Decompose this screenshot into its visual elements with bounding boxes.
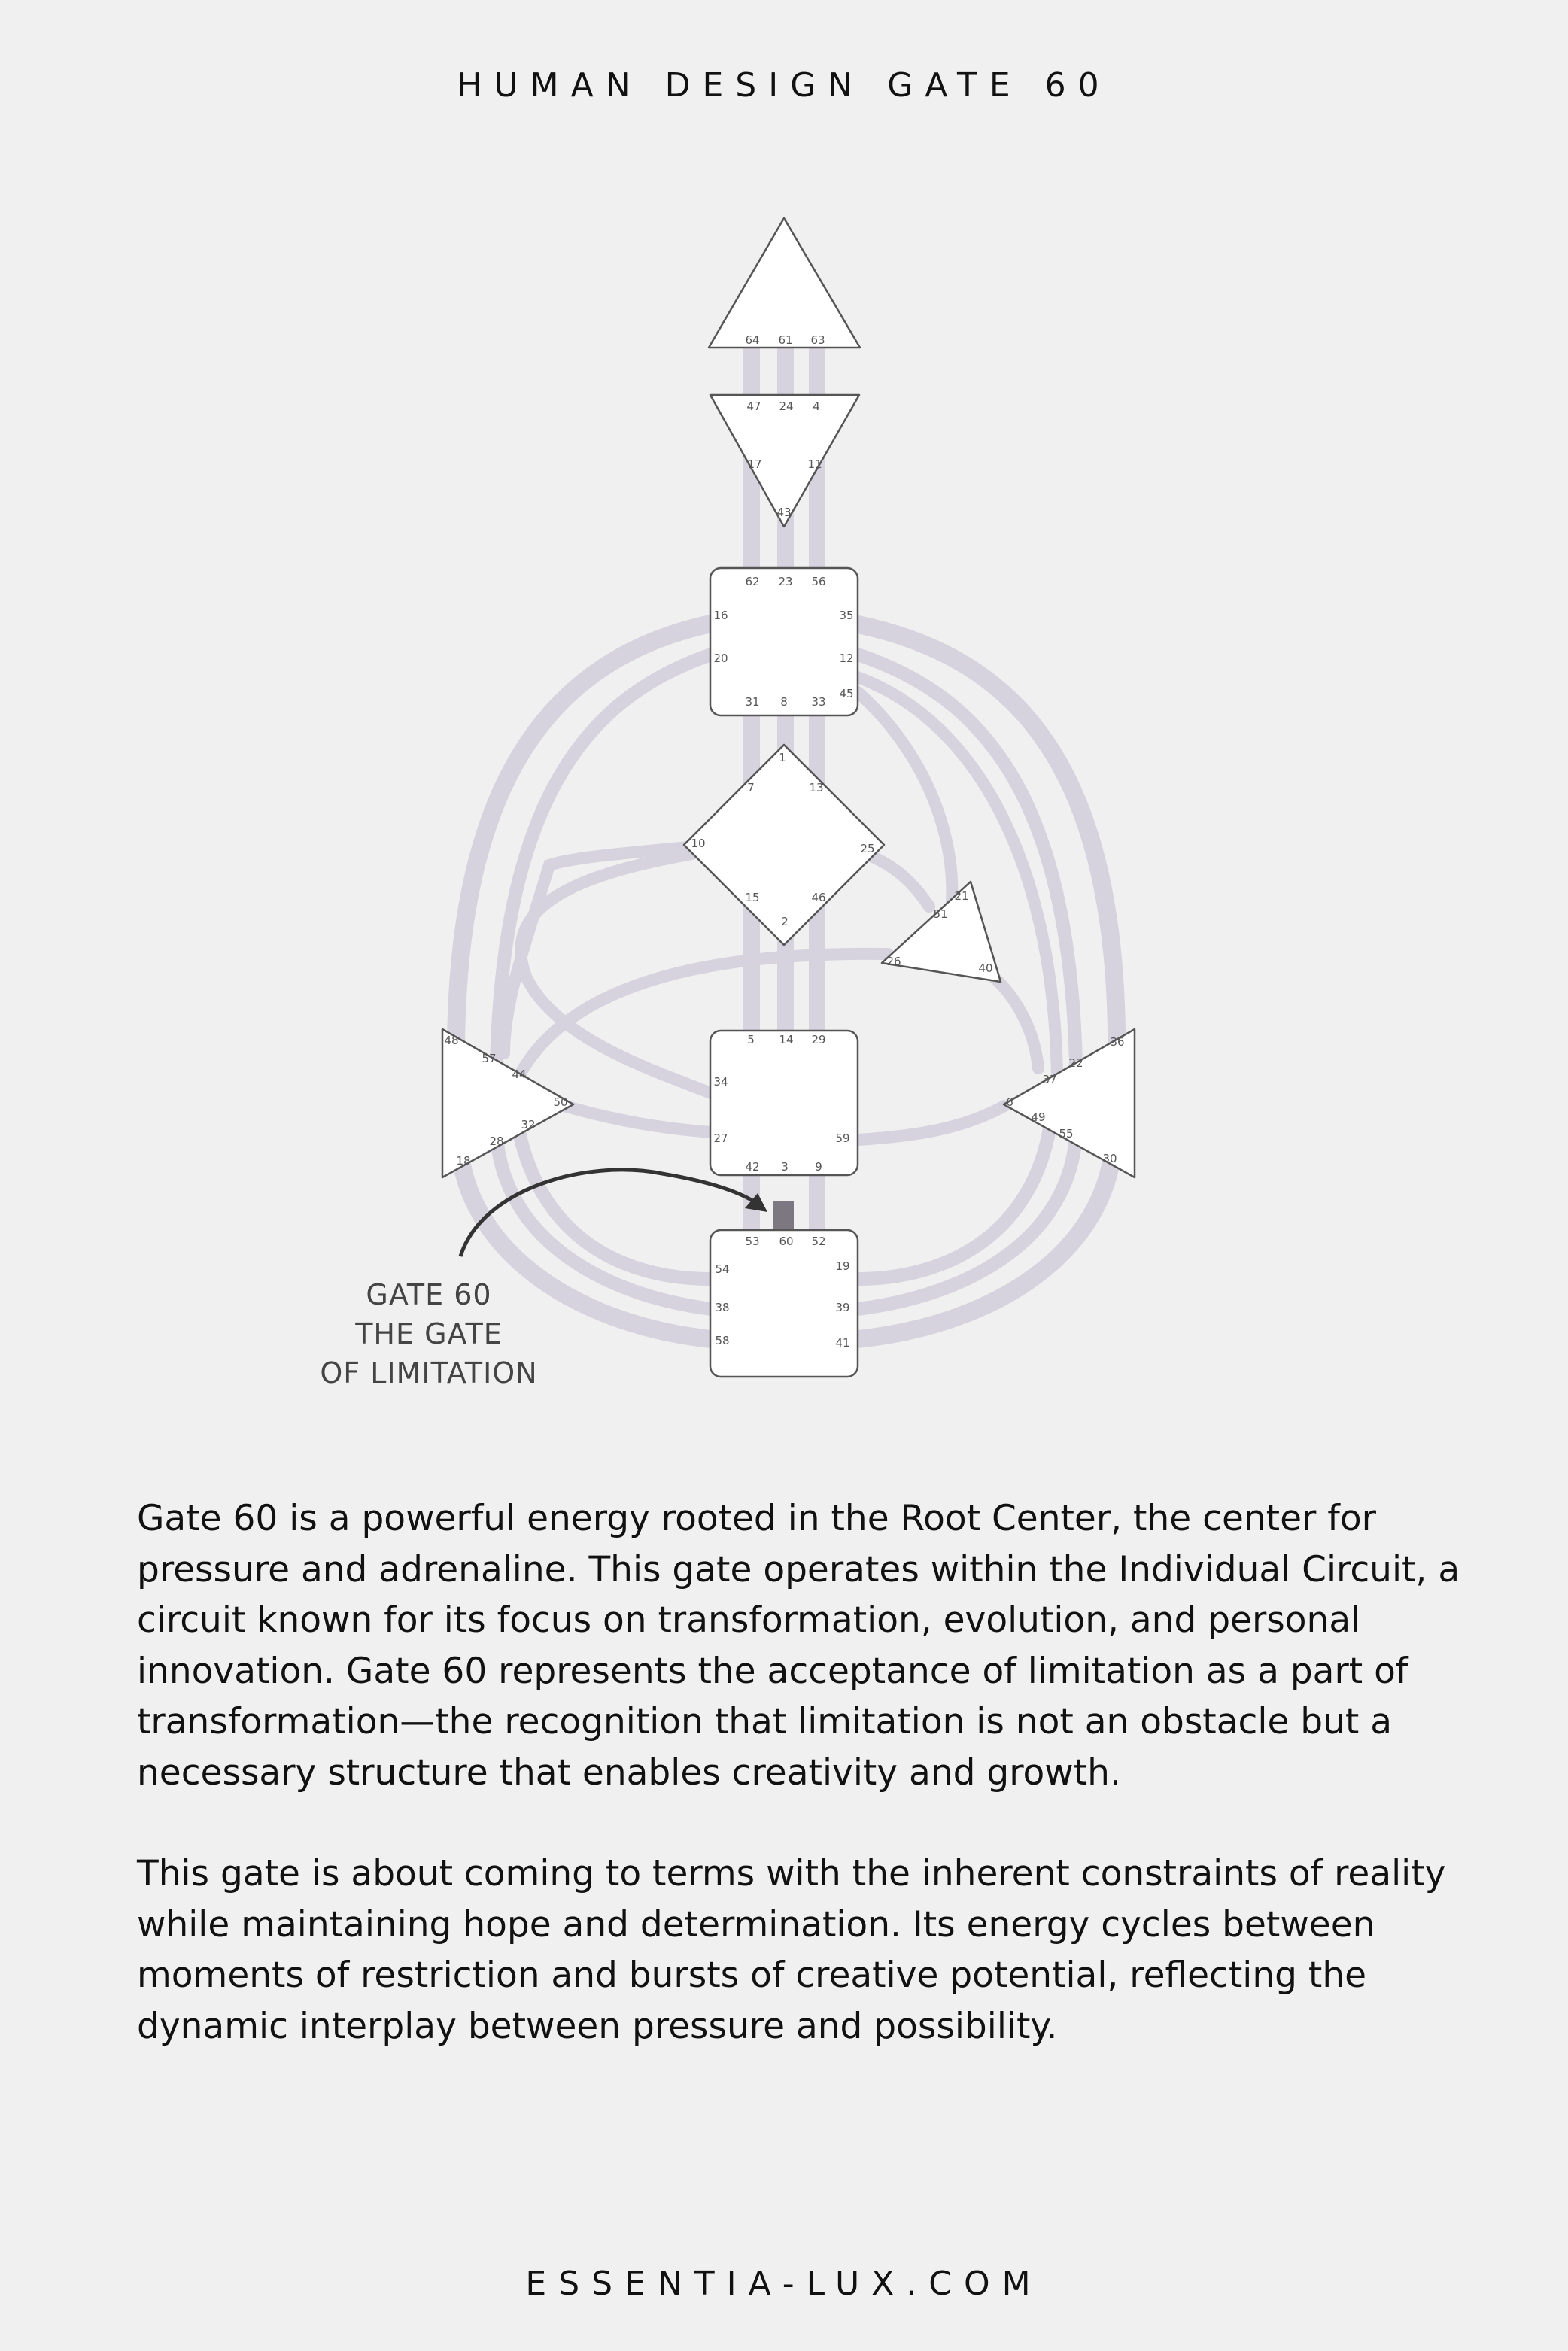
gate-number-62: 62 [745,575,760,588]
gate-number-29: 29 [811,1033,826,1046]
gate-number-47: 47 [746,399,761,413]
gate-number-60: 60 [779,1235,794,1248]
gate-number-23: 23 [778,575,793,588]
gate-number-16: 16 [713,609,728,622]
description [137,1493,1491,2102]
gate-number-46: 46 [811,891,826,904]
gate-number-36: 36 [1110,1035,1125,1049]
gate-number-14: 14 [779,1033,794,1046]
gate-number-26: 26 [886,955,901,968]
callout-line3: OF LIMITATION [320,1356,538,1390]
gate-number-8: 8 [780,695,788,709]
gate-number-28: 28 [489,1134,504,1148]
gate-number-11: 11 [807,457,822,471]
callout-line2: THE GATE [355,1317,503,1350]
gate-number-56: 56 [811,575,826,588]
gate-number-1: 1 [779,751,786,764]
gate-number-15: 15 [745,891,760,904]
gate-number-24: 24 [779,399,794,413]
gate-number-51: 51 [933,907,948,921]
gate-number-48: 48 [444,1034,459,1047]
gate-number-63: 63 [810,333,825,347]
gate-number-40: 40 [978,961,993,975]
gate-number-7: 7 [747,781,755,794]
throat-center [710,568,858,715]
gate-number-42: 42 [745,1160,760,1174]
gate-number-39: 39 [835,1301,850,1314]
gate-number-33: 33 [811,695,826,709]
gate-number-10: 10 [691,837,706,850]
channel-40-37 [986,970,1038,1068]
gate-number-53: 53 [745,1235,760,1248]
gate-number-35: 35 [839,609,854,622]
gate-number-58: 58 [715,1334,730,1347]
gate-callout-label [301,1275,557,1393]
gate-number-45: 45 [839,687,854,700]
gate-number-57: 57 [482,1052,497,1065]
gate-number-38: 38 [715,1301,730,1314]
gate-number-6: 6 [1006,1095,1013,1109]
gate-number-20: 20 [713,652,728,665]
gate-number-13: 13 [809,781,824,794]
gate-number-4: 4 [813,399,820,413]
channel-spleen-root-inner [519,1132,711,1279]
page-title: HUMAN DESIGN GATE 60 [457,66,1111,105]
gate-number-5: 5 [747,1033,755,1046]
gate-number-41: 41 [835,1336,850,1350]
channel-sp-root-inner [858,1128,1050,1279]
gate-number-3: 3 [781,1160,789,1174]
footer-site[interactable]: ESSENTIA-LUX.COM [525,2264,1043,2303]
channel-50-27 [564,1106,711,1132]
gate-number-61: 61 [778,333,793,347]
gate-number-30: 30 [1102,1152,1117,1165]
gate-number-25: 25 [860,842,875,855]
gate-number-18: 18 [456,1154,471,1168]
gate-number-37: 37 [1042,1073,1057,1086]
gate-number-17: 17 [747,457,762,471]
gate-number-44: 44 [512,1068,527,1081]
gate-number-9: 9 [815,1160,822,1174]
callout-line1: GATE 60 [366,1278,492,1311]
gate-number-2: 2 [781,915,789,928]
paragraph-2: This gate is about coming to terms with the inherent constraints of reality while maintaining hope and determination. Its energy cycles between moments of restriction and bursts of creative potential, reflecting the dynamic interplay between pressure and possibility. [137,1853,1446,2047]
gate-number-21: 21 [954,889,969,903]
sacral-center [710,1031,858,1175]
paragraph-1: Gate 60 is a powerful energy rooted in the Root Center, the center for pressure and adrenaline. This gate operates within the Individual Circuit, a circuit known for its focus on transformation, evolution, and personal innovation. Gate 60 represents the acceptance of limitation as a part of transformation—the recognition that limitation is not an obstacle but a necessary structure that enables creativity and growth. [137,1498,1460,1794]
gate-number-34: 34 [713,1075,728,1089]
gate-number-59: 59 [835,1131,850,1145]
gate-number-55: 55 [1059,1127,1074,1141]
gate-number-43: 43 [776,506,792,519]
gate-number-64: 64 [745,333,760,347]
gate-number-19: 19 [835,1259,850,1273]
gate-number-12: 12 [839,652,854,665]
gate-number-32: 32 [521,1118,536,1131]
gate-number-22: 22 [1068,1056,1083,1070]
gate-number-27: 27 [713,1131,728,1145]
gate-number-54: 54 [715,1262,730,1276]
channel-59-6 [858,1106,1004,1140]
head-center [709,218,860,348]
channel-25-51 [865,854,929,907]
gate-60-channel [773,1201,794,1234]
gate-number-31: 31 [745,695,760,709]
gate-number-50: 50 [553,1095,568,1109]
gate-number-52: 52 [811,1235,826,1248]
gate-number-49: 49 [1031,1110,1046,1124]
